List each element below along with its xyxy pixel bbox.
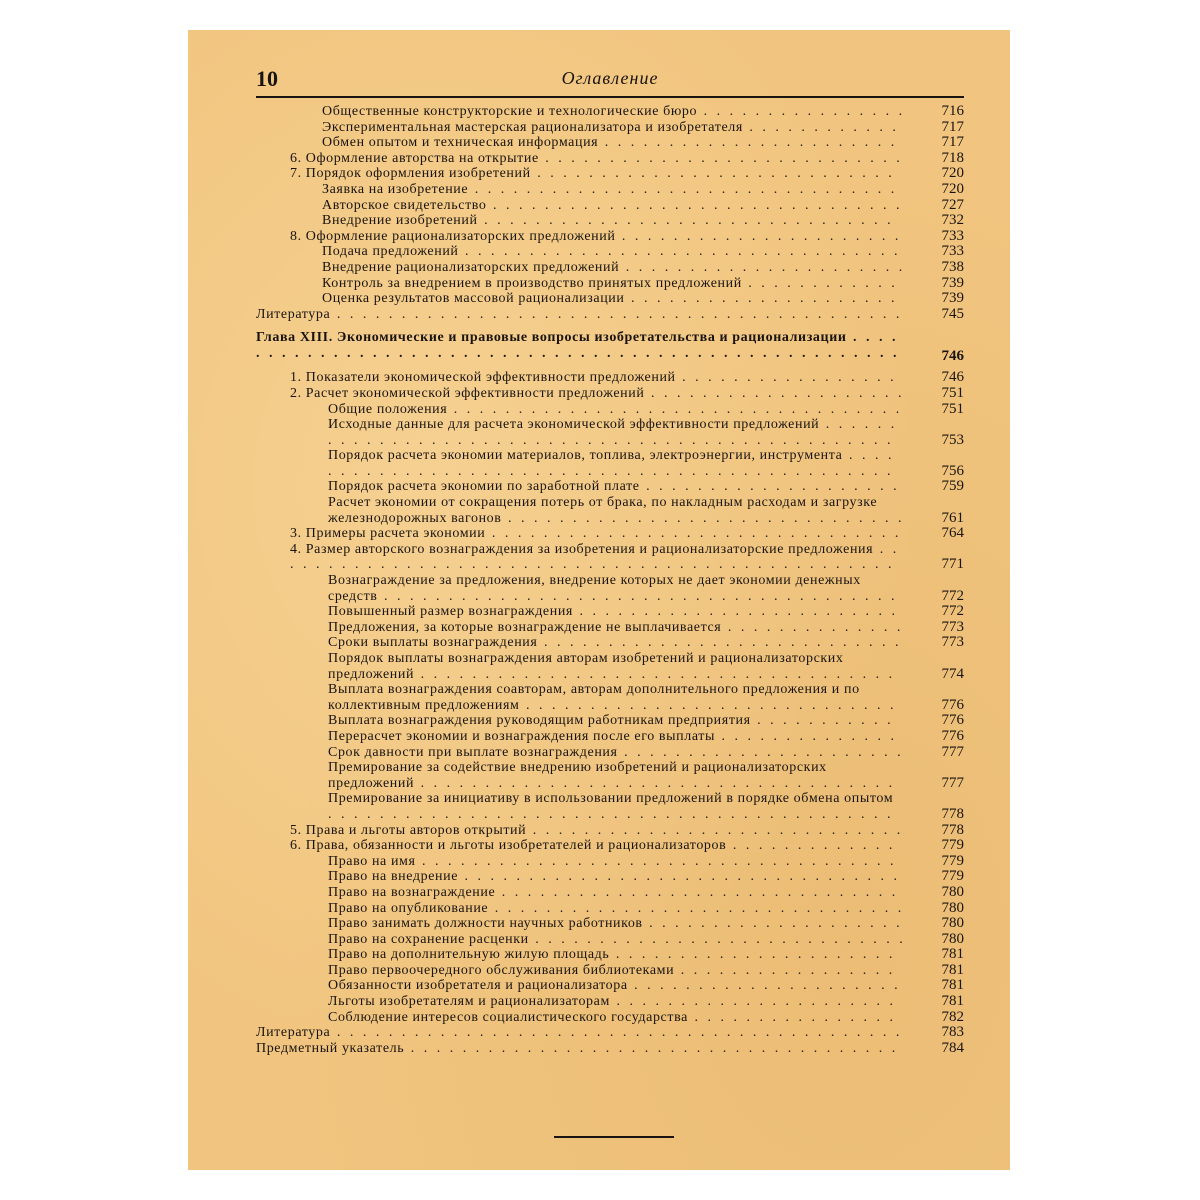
toc-entry-page: 774 xyxy=(941,665,964,682)
toc-entry-page: 776 xyxy=(941,712,964,729)
toc-entry-page: 776 xyxy=(941,696,964,713)
toc-entry xyxy=(256,1010,964,1026)
toc-entry xyxy=(256,260,964,276)
toc-entry-title: Право на сохранение расценки . . . xyxy=(328,932,906,948)
toc-entry xyxy=(256,526,964,542)
toc-entry xyxy=(256,994,964,1010)
toc-entry-page: 779 xyxy=(941,868,964,885)
toc-entry-title: Предметный указатель . . . xyxy=(256,1041,906,1057)
toc-entry-title: Предложения, за которые вознаграждение не выплачивается . . . xyxy=(328,620,906,636)
toc-entry-page: 745 xyxy=(941,305,964,322)
toc-entry-page: 776 xyxy=(941,727,964,744)
toc-entry-title: Обмен опытом и техническая информация . . . xyxy=(322,135,906,151)
toc-entry-page: 772 xyxy=(941,587,964,604)
toc-entry-title: Премирование за инициативу в использовании предложений в порядке обмена опытом . . . xyxy=(328,791,906,822)
toc-entry-page: 780 xyxy=(941,899,964,916)
toc-entry-title: Порядок расчета экономии по заработной плате . . . xyxy=(328,479,906,495)
toc-entry xyxy=(256,291,964,307)
toc-entry xyxy=(256,1041,964,1057)
toc-entry-page: 717 xyxy=(941,134,964,151)
toc-entry-page: 732 xyxy=(941,212,964,229)
toc-entry-page: 779 xyxy=(941,852,964,869)
toc-entry xyxy=(256,104,964,120)
toc-entry xyxy=(256,1025,964,1041)
toc-entry-page: 720 xyxy=(941,165,964,182)
toc-entry-page: 759 xyxy=(941,478,964,495)
toc-entry xyxy=(256,885,964,901)
toc-entry-page: 782 xyxy=(941,1008,964,1025)
page-header xyxy=(256,66,964,98)
toc-entry-page: 746 xyxy=(941,369,964,386)
toc-entry-title: Общие положения . . . xyxy=(328,402,906,418)
toc-entry-title: Экспериментальная мастерская рационализатора и изобретателя . . . xyxy=(322,120,906,136)
toc-entry-title: Льготы изобретателям и рационализаторам . . . xyxy=(328,994,906,1010)
toc-entry-page: 783 xyxy=(941,1024,964,1041)
toc-entry-title: Сроки выплаты вознаграждения . . . xyxy=(328,635,906,651)
toc-entry xyxy=(256,838,964,854)
toc-entry-title: Расчет экономии от сокращения потерь от брака, по накладным расходам и загрузке железнодорожных вагонов . . . xyxy=(328,495,906,526)
toc-entry-page: 716 xyxy=(941,103,964,119)
toc-entry xyxy=(256,213,964,229)
toc-entry-title: Авторское свидетельство . . . xyxy=(322,198,906,214)
toc-entry xyxy=(256,386,964,402)
toc-entry-title: Перерасчет экономии и вознаграждения после его выплаты . . . xyxy=(328,729,906,745)
toc-entry xyxy=(256,682,964,713)
toc-entry-page: 784 xyxy=(941,1039,964,1056)
toc-entry xyxy=(256,745,964,761)
toc-entry xyxy=(256,198,964,214)
toc-entry-title: Право на вознаграждение . . . xyxy=(328,885,906,901)
toc-entry-title: 1. Показатели экономической эффективности предложений . . . xyxy=(290,370,906,386)
toc-entry-page: 773 xyxy=(941,634,964,651)
toc-entry xyxy=(256,978,964,994)
toc-entry-page: 777 xyxy=(941,774,964,791)
toc-entry-title: Право на опубликование . . . xyxy=(328,901,906,917)
toc-entry-title: 6. Оформление авторства на открытие . . . xyxy=(290,151,906,167)
toc-entry-title: Заявка на изобретение . . . xyxy=(322,182,906,198)
toc-entry-page: 781 xyxy=(941,961,964,978)
toc-entry xyxy=(256,307,964,323)
toc-entry-title: Право на внедрение . . . xyxy=(328,869,906,885)
chapter-heading xyxy=(256,330,964,364)
toc-entry xyxy=(256,417,964,448)
toc-entry-page: 751 xyxy=(941,400,964,417)
toc-entry xyxy=(256,729,964,745)
toc-entry-title: Порядок выплаты вознаграждения авторам изобретений и рационализаторских предложений . . . xyxy=(328,651,906,682)
toc-entry-page: 781 xyxy=(941,977,964,994)
toc-entry-title: 8. Оформление рационализаторских предложений . . . xyxy=(290,229,906,245)
toc-entry-title: Контроль за внедрением в производство принятых предложений . . . xyxy=(322,276,906,292)
toc-entry-title: Общественные конструкторские и технологические бюро . . . xyxy=(322,104,906,120)
toc-entry-page: 780 xyxy=(941,930,964,947)
toc-entry-page: 739 xyxy=(941,290,964,307)
toc-entry xyxy=(256,651,964,682)
toc-entry-title: Подача предложений . . . xyxy=(322,244,906,260)
toc-entry xyxy=(256,479,964,495)
toc-entry-page: 761 xyxy=(941,509,964,526)
toc-entry-page: 772 xyxy=(941,603,964,620)
toc-entry xyxy=(256,244,964,260)
toc-entry xyxy=(256,402,964,418)
toc-entry-title: Литература . . . xyxy=(256,307,906,323)
toc-entry-title: Повышенный размер вознаграждения . . . xyxy=(328,604,906,620)
toc-entry xyxy=(256,916,964,932)
toc-entry-title: Премирование за содействие внедрению изобретений и рационализаторских предложений . . . xyxy=(328,760,906,791)
toc-entry xyxy=(256,620,964,636)
toc-entry-title: 4. Размер авторского вознаграждения за изобретения и рационализаторские предложения . . . xyxy=(290,542,906,573)
toc-entry xyxy=(256,166,964,182)
toc-entry-page: 718 xyxy=(941,149,964,166)
table-of-contents xyxy=(256,104,964,1056)
toc-entry-title: Порядок расчета экономии материалов, топлива, электроэнергии, инструмента . . . xyxy=(328,448,906,479)
toc-entry-title: Право на дополнительную жилую площадь . . . xyxy=(328,947,906,963)
toc-entry-title: Внедрение рационализаторских предложений . . . xyxy=(322,260,906,276)
toc-entry-page: 717 xyxy=(941,118,964,135)
toc-entry-title: Обязанности изобретателя и рационализатора . . . xyxy=(328,978,906,994)
toc-entry xyxy=(256,370,964,386)
toc-entry-page: 764 xyxy=(941,525,964,542)
toc-entry xyxy=(256,791,964,822)
toc-entry-title: 2. Расчет экономической эффективности предложений . . . xyxy=(290,386,906,402)
toc-entry xyxy=(256,963,964,979)
toc-entry-page: 778 xyxy=(941,821,964,838)
toc-entry xyxy=(256,120,964,136)
toc-entry xyxy=(256,635,964,651)
page-number: 10 xyxy=(256,66,278,91)
toc-entry-title: 6. Права, обязанности и льготы изобретателей и рационализаторов . . . xyxy=(290,838,906,854)
toc-entry-title: Исходные данные для расчета экономической эффективности предложений . . . xyxy=(328,417,906,448)
toc-entry-page: 780 xyxy=(941,915,964,932)
toc-entry xyxy=(256,869,964,885)
toc-entry xyxy=(256,151,964,167)
toc-entry xyxy=(256,760,964,791)
toc-entry-title: 3. Примеры расчета экономии . . . xyxy=(290,526,906,542)
toc-entry-title: Срок давности при выплате вознаграждения . . . xyxy=(328,745,906,761)
toc-entry xyxy=(256,135,964,151)
toc-entry xyxy=(256,448,964,479)
toc-entry-title: Внедрение изобретений . . . xyxy=(322,213,906,229)
toc-entry-page: 738 xyxy=(941,258,964,275)
toc-entry-page: 777 xyxy=(941,743,964,760)
toc-entry-page: 779 xyxy=(941,837,964,854)
running-title: Оглавление xyxy=(561,68,659,88)
toc-entry-title: Глава XIII. Экономические и правовые вопросы изобретательства и рационализации . . . xyxy=(256,330,906,361)
toc-entry xyxy=(256,495,964,526)
toc-entry-page: 733 xyxy=(941,243,964,260)
toc-entry-title: Соблюдение интересов социалистического государства . . . xyxy=(328,1010,906,1026)
toc-entry xyxy=(256,932,964,948)
toc-entry-title: Выплата вознаграждения руководящим работникам предприятия . . . xyxy=(328,713,906,729)
toc-entry xyxy=(256,823,964,839)
toc-entry xyxy=(256,182,964,198)
toc-entry-title: 7. Порядок оформления изобретений . . . xyxy=(290,166,906,182)
toc-entry xyxy=(256,901,964,917)
toc-entry-page: 751 xyxy=(941,384,964,401)
toc-entry xyxy=(256,604,964,620)
toc-entry-page: 781 xyxy=(941,993,964,1010)
toc-entry xyxy=(256,854,964,870)
book-page xyxy=(188,30,1010,1170)
toc-entry-title: Вознаграждение за предложения, внедрение которых не дает экономии денежных средств . . . xyxy=(328,573,906,604)
toc-entry-page: 781 xyxy=(941,946,964,963)
toc-entry-page: 778 xyxy=(941,805,964,822)
toc-entry-page: 746 xyxy=(941,347,964,364)
toc-entry xyxy=(256,947,964,963)
toc-entry-title: Выплата вознаграждения соавторам, авторам дополнительного предложения и по коллективным предложениям . . . xyxy=(328,682,906,713)
toc-entry-title: Право первоочередного обслуживания библиотеками . . . xyxy=(328,963,906,979)
toc-entry xyxy=(256,713,964,729)
toc-entry xyxy=(256,542,964,573)
toc-entry-title: 5. Права и льготы авторов открытий . . . xyxy=(290,823,906,839)
toc-entry-title: Право занимать должности научных работников . . . xyxy=(328,916,906,932)
toc-entry-title: Литература . . . xyxy=(256,1025,906,1041)
toc-entry-page: 756 xyxy=(941,462,964,479)
toc-entry-title: Право на имя . . . xyxy=(328,854,906,870)
toc-entry-page: 773 xyxy=(941,618,964,635)
toc-entry xyxy=(256,276,964,292)
toc-entry-page: 733 xyxy=(941,227,964,244)
toc-entry-page: 720 xyxy=(941,180,964,197)
toc-entry-page: 753 xyxy=(941,431,964,448)
toc-entry-page: 727 xyxy=(941,196,964,213)
toc-entry-page: 771 xyxy=(941,556,964,573)
toc-entry xyxy=(256,573,964,604)
footer-rule xyxy=(554,1136,674,1138)
toc-entry xyxy=(256,229,964,245)
toc-entry-title: Оценка результатов массовой рационализации . . . xyxy=(322,291,906,307)
toc-entry-page: 780 xyxy=(941,883,964,900)
toc-entry-page: 739 xyxy=(941,274,964,291)
